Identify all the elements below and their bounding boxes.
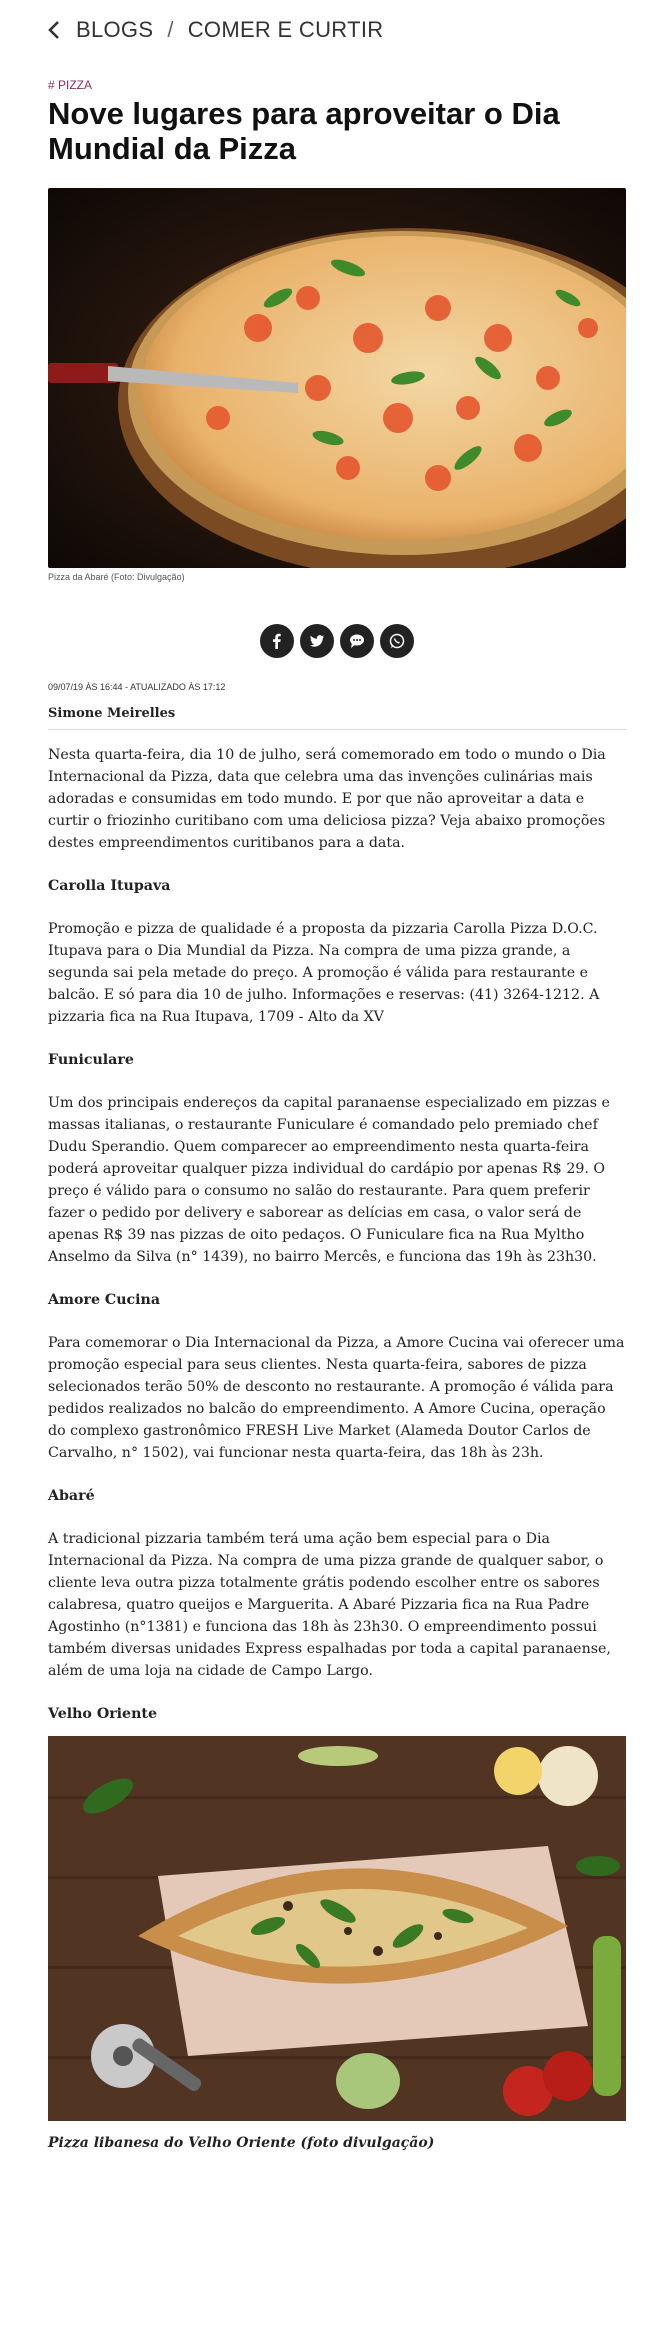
section-text: Promoção e pizza de qualidade é a proposta da pizzaria Carolla Pizza D.O.C. Itupava para o Dia Mundial da Pizza. Na compra de uma pizza grande, a segunda sai pela metade do preço. A promoção é válida para restaurante e balcão. E só para dia 10 de julho. Informações e reservas: (41) 3264-1212. A pizzaria fica na Rua Itupava, 1709 - Alto da XV	[48, 921, 600, 1025]
breadcrumb-section-link[interactable]: COMER E CURTIR	[187, 17, 384, 42]
section-heading: Funiculare	[48, 1052, 134, 1068]
article	[48, 70, 626, 2151]
whatsapp-share-button[interactable]	[380, 624, 414, 658]
facebook-share-button[interactable]	[260, 624, 294, 658]
section-text: Um dos principais endereços da capital paranaense especializado em pizzas e massas italianas, o restaurante Funiculare é comandado pelo premiado chef Dudu Sperandio. Quem comparecer ao empreendimento nesta quarta-feira poderá aproveitar qualquer pizza individual do cardápio por apenas R$ 29. O preço é válido para o consumo no salão do restaurante. Para quem preferir fazer o pedido por delivery e saborear as delícias em casa, o valor será de apenas R$ 39 nas pizzas de oito pedaços. O Funiculare fica na Rua Myltho Anselmo da Silva (n° 1439), no bairro Mercês, e funciona das 19h às 23h30.	[48, 1095, 610, 1265]
twitter-share-button[interactable]	[300, 624, 334, 658]
section-heading: Carolla Itupava	[48, 878, 171, 894]
article-tag[interactable]: # PIZZA	[48, 78, 93, 92]
back-chevron-icon[interactable]	[48, 20, 62, 40]
facebook-icon	[269, 633, 285, 649]
hero-pizza-image	[48, 188, 626, 568]
section-text: Para comemorar o Dia Internacional da Pizza, a Amore Cucina vai oferecer uma promoção especial para seus clientes. Nesta quarta-feira, sabores de pizza selecionados terão 50% de desconto no restaurante. A promoção é válida para pedidos realizados no balcão do empreendimento. A Amore Cucina, operação do complexo gastronômico FRESH Live Market (Alameda Doutor Carlos de Carvalho, n° 1502), vai funcionar nesta quarta-feira, das 18h às 23h.	[48, 1335, 625, 1461]
section-heading: Abaré	[48, 1488, 95, 1504]
comment-icon	[349, 633, 365, 649]
image2-caption: Pizza libanesa do Velho Oriente (foto divulgação)	[48, 2135, 435, 2151]
comment-share-button[interactable]	[340, 624, 374, 658]
share-buttons	[48, 624, 626, 658]
author-name[interactable]: Simone Meirelles	[48, 706, 626, 730]
publish-timestamp: 09/07/19 ÀS 16:44 - ATUALIZADO ÀS 17:12	[48, 682, 226, 692]
hero-caption: Pizza da Abaré (Foto: Divulgação)	[48, 572, 185, 582]
breadcrumb-separator: /	[167, 17, 174, 42]
section-heading: Amore Cucina	[48, 1292, 161, 1308]
section-text: A tradicional pizzaria também terá uma ação bem especial para o Dia Internacional da Pizza. Na compra de uma pizza grande de qualquer sabor, o cliente leva outra pizza totalmente grátis podendo escolher entre os sabores calabresa, quatro queijos e Marguerita. A Abaré Pizzaria fica na Rua Padre Agostinho (n°1381) e funciona das 18h às 23h30. O empreendimento possui também diversas unidades Express espalhadas por toda a capital paranaense, além de uma loja na cidade de Campo Largo.	[48, 1531, 611, 1679]
twitter-icon	[309, 633, 325, 649]
article-title: Nove lugares para aproveitar o Dia Mundial da Pizza	[48, 96, 560, 166]
breadcrumb-blogs-link[interactable]: BLOGS	[76, 17, 154, 42]
top-navigation	[0, 0, 669, 60]
whatsapp-icon	[389, 633, 405, 649]
velho-oriente-pizza-image	[48, 1736, 626, 2121]
section-heading: Velho Oriente	[48, 1706, 157, 1722]
article-intro: Nesta quarta-feira, dia 10 de julho, será comemorado em todo o mundo o Dia Internacional da Pizza, data que celebra uma das invenções culinárias mais adoradas e consumidas em todo mundo. E por que não aproveitar a data e curtir o friozinho curitibano com uma deliciosa pizza? Veja abaixo promoções destes empreendimentos curitibanos para a data.	[48, 747, 606, 851]
